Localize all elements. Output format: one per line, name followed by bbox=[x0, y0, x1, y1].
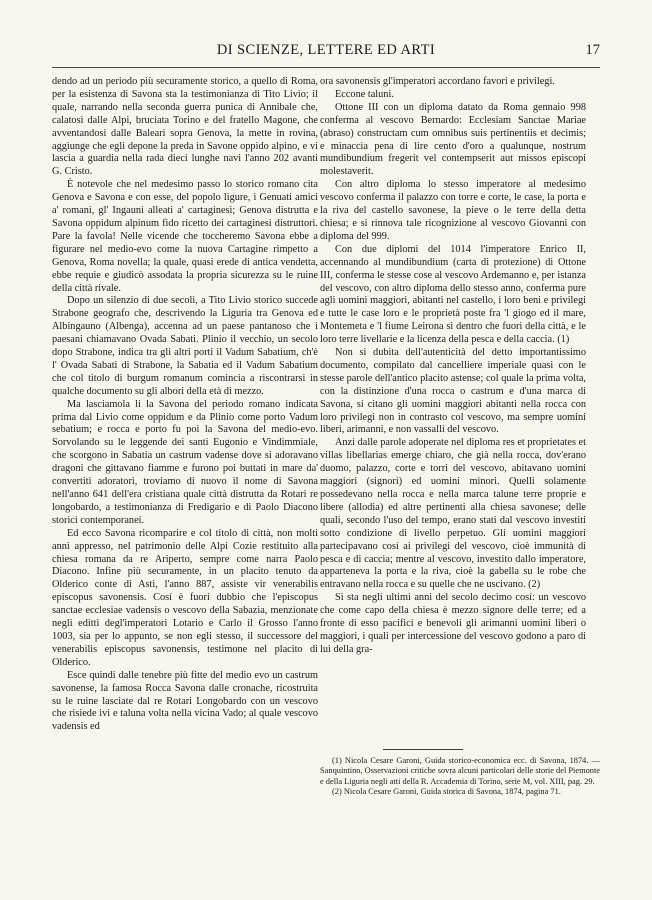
paragraph: Non si dubita dell'autenticità del detto importantissimo documento, compilato dal cancelliere imperiale quasi con le stesse parole dell'antico placito astense; col quale la prima volta, con la distinzione d'una rocca o castrum e d'una marca di Savona, si citano gli uomini maggiori abitanti nella rocca con loro privilegi non in contrasto col vescovo, ma sempre uomini liberi, arimanni, e non vassalli del vescovo. bbox=[320, 347, 586, 436]
header-title: DI SCIENZE, LETTERE ED ARTI bbox=[216, 42, 436, 58]
header-rule bbox=[52, 67, 600, 68]
paragraph: Dopo un silenzio di due secoli, a Tito Livio storico succede Strabone geografo che, descrivendo la Liguria tra Genova ed Albingauno (Albenga), accenna ad un paese pantanoso che i paesani chiamavano Ovada Sabati. Plinio il vecchio, un secolo dopo Strabone, indica tra gli altri porti il Vadum Sabatium, ch'è l' Ovada Sabati di Strabone, la Sabatia ed il Vadum Sabatium che col titolo di burgum romanum comincia a riscontrarsi in qualche documento su gli albori della età di mezzo. bbox=[52, 295, 318, 397]
paragraph: Anzi dalle parole adoperate nel diploma res et proprietates et villas libellarias emerge chiaro, che già nella rocca, dov'erano duomo, palazzo, corte e torri del vescovo, abitavano uomini maggiori (signori) ed uomini minori. Quelli solamente possedevano nella rocca e nella marca talune terre proprie e libere (allodia) ed altre pertinenti alla chiesa savonese; delle quali, secondo l'uso del tempo, erano stati dal vescovo investiti sotto condizione di livello perpetuo. Gli uomini maggiori partecipavano cosí ai privilegi del vescovo, cioè immunità di pesca e di caccia; mentre al vescovo, investito dallo imperatore, apparteneva la porta e la riva, cioè la gabella su le robe che entravano nella rocca e su quelle che ne uscivano. (2) bbox=[320, 437, 586, 591]
paragraph: Con due diplomi del 1014 l'imperatore Enrico II, accennando al mundibundium (carta di protezione) di Ottone III, conferma le stesse cose al vescovo Ardemanno e, per istanza del vescovo, con altro diploma dello stesso anno, conferma pure agli uomini maggiori, abitanti nel castello, i loro beni e privilegi e tutte le case loro e le proprietà poste fra 'l giogo ed il mare, Montemeta e 'l fiume Leirona si dentro che fuori della città, e le loro terre livellarie e la licenza della pesca e della caccia. (1) bbox=[320, 243, 586, 346]
page-number: 17 bbox=[585, 42, 600, 58]
paragraph: È notevole che nel medesimo passo lo storico romano cita Genova e Savona e con esse, del popolo ligure, i Genuati amici a' romani, gl' Ingauni alleati a' cartaginesi; Genova distrutta e Savona oppidum alpinum fido ricetto dei cartaginesi distruttori. Pare la favola! Nelle vicende che toccheremo Savona ebbe a figurare nel medio-evo come la nuova Cartagine rimpetto a Genova, Roma novella; la quale, quasi erede di antica vendetta, ebbe requie e giudicò assodata la propria sicurezza su le ruine della città rivale. bbox=[52, 179, 318, 294]
paragraph: dendo ad un periodo più securamente storico, a quello di Roma, per la esistenza di Savona sta la testimonianza di Tito Livio; il quale, narrando nella seconda guerra punica di Annibale che, calatosi dalle Alpi, bruciata Torino e del fratello Magone, che avventandosi dalle Baleari sopra Genova, la mette in rovina, aggiunge che egli depone la preda in Savone oppido alpino, e vi lascia a guardia nella rada dieci lunghe navi l'anno 202 avanti G. Cristo. bbox=[52, 76, 318, 178]
paragraph: Con altro diploma lo stesso imperatore al medesimo vescovo conferma il palazzo con torre e corte, le case, la porta e la riva del castello savonese, la pieve o le terre della detta chiesa; e si rinnova tale ricognizione al vescovo Giovanni con diploma del 999. bbox=[320, 179, 586, 242]
footnote-2: (2) Nicola Cesare Garoni, Guida storica di Savona, 1874, pagina 71. bbox=[332, 787, 561, 797]
paragraph: Si sta negli ultimi anni del secolo decimo cosí: un vescovo che come capo della chiesa è mezzo signore delle terre; ed a fronte di esso pacifici e benevoli gli arimanni uomini liberi o maggiori, i quali per intercessione del vescovo godono a paro di lui della gra- bbox=[320, 592, 586, 655]
right-column bbox=[320, 76, 586, 657]
footnote-rule bbox=[383, 749, 463, 750]
paragraph: Eccone taluni. bbox=[335, 88, 394, 100]
running-header bbox=[52, 42, 600, 64]
paragraph: Ottone III con un diploma datato da Roma gennaio 998 conferma al vescovo Bernardo: Ecclesiam Sanctae Mariae (abraso) constructam cum omnibus suis pertinentiis et decimis; e minaccia pena di lire cento d'oro a qualunque, nostrum mundibundium fregerit vel contempserit aut missos episcopi molestaverit. bbox=[320, 101, 586, 178]
paragraph: Esce quindi dalle tenebre più fitte del medio evo un castrum savonense, la famosa Rocca Savona dalle cronache, ricostruita su le ruine lasciate dal re Rotari Longobardo con un vescovo che risiede ivi e taluna volta nella vicina Vado; al quale vescovo vadensis ed bbox=[52, 669, 318, 733]
paragraph: ora savonensis gl'imperatori accordano favori e privilegi. bbox=[320, 76, 555, 87]
left-column bbox=[52, 76, 318, 734]
paragraph: Ma lasciamola li la Savona del periodo romano indicata prima dal Livio come oppidum e da Plinio come porto Vadum sebatium; e rocca e porto fu poi la Savona del medio-evo. Sorvolando su le leggende dei santi Eugonio e Vindimmiale, che scorgono in Sabatia un castrum vadense dove si adoravano dragoni che gittavano fiamme e furono poi buttati in mare da' convertiti adoratori, troviamo di nuovo il nome di Savona nell'anno 641 dell'era cristiana quale città distrutta da Rotari re longobardo, a testimonianza di Fredigario e di Paolo Diacono storici contemporanei. bbox=[52, 398, 318, 526]
paragraph: Ed ecco Savona ricomparire e col titolo di città, non molti anni appresso, nel patrimonio delle Alpi Cozie restituito alla chiesa romana da re Ariperto, sempre come narra Paolo Diacono. Infine più securamente, in un placito tenuto da Olderico conte di Asti, l'anno 887, assiste vir venerabilis episcopus savonensis. Cosí è fuori dubbio che l'episcopus sanctae ecclesiae vadensis o vescovo della Sabazia, menzionate negli editti degl'imperatori Lotario e Carlo il Grosso l'anno 1003, sia per lo appunto, se non egli stesso, il successore del venerabilis episcopus savonensis, testimone nel placito di Olderico. bbox=[52, 527, 318, 668]
footnote-1: (1) Nicola Cesare Garoni, Guida storico-economica ecc. di Savona, 1874. — Sanquintino, Osservazioni critiche sovra alcuni particolari delle storie del Piemonte e della Liguria negli atti della R. Accademia di Torino, serie M, vol. XIII, pag. 29. bbox=[320, 756, 601, 786]
footnotes bbox=[320, 756, 600, 798]
